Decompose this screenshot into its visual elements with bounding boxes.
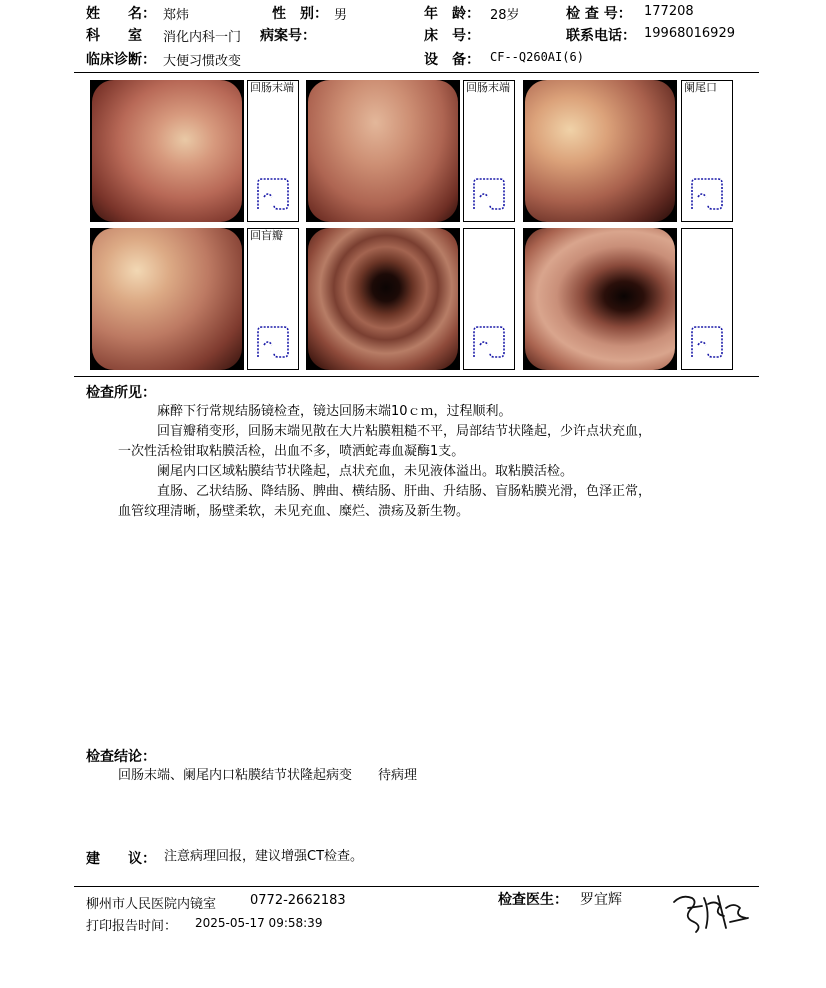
endoscopy-image-2 — [306, 80, 460, 222]
record-label: 病案号： — [260, 28, 316, 44]
findings-line: 一次性活检钳取粘膜活检，出血不多，喷洒蛇毒血凝酶1支。 — [118, 444, 465, 459]
contact-phone: 19968016929 — [644, 26, 735, 41]
findings-title: 检查所见： — [86, 385, 156, 401]
colon-map-panel-5 — [463, 228, 515, 370]
exam-number: 177208 — [644, 4, 694, 19]
endoscopy-image-4 — [90, 228, 244, 370]
endoscopy-image-5 — [306, 228, 460, 370]
image-location-tag: 回肠末端 — [250, 81, 294, 94]
colon-map-panel-6 — [681, 228, 733, 370]
clinical-diagnosis: 大便习惯改变 — [163, 54, 242, 69]
conclusion-text: 回肠末端、阑尾内口粘膜结节状隆起病变 待病理 — [118, 768, 418, 783]
colon-diagram-icon — [468, 175, 510, 215]
device-label: 设 备： — [424, 52, 480, 68]
diagnosis-label: 临床诊断： — [86, 52, 156, 68]
device-model: CF--Q260AI(6) — [490, 50, 584, 64]
colon-map-panel-1 — [247, 80, 299, 222]
doctor-label: 检查医生： — [498, 892, 568, 908]
colon-map-panel-2 — [463, 80, 515, 222]
patient-sex: 男 — [334, 8, 348, 23]
image-location-tag: 阑尾口 — [684, 81, 717, 94]
image-location-tag: 回肠末端 — [466, 81, 510, 94]
colon-diagram-icon — [686, 323, 728, 363]
colon-map-panel-3 — [681, 80, 733, 222]
colon-diagram-icon — [252, 323, 294, 363]
print-time-label: 打印报告时间： — [86, 919, 178, 934]
advice-text: 注意病理回报，建议增强CT检查。 — [164, 849, 364, 864]
phone-label: 联系电话： — [566, 28, 636, 44]
colon-diagram-icon — [468, 323, 510, 363]
colon-diagram-icon — [252, 175, 294, 215]
findings-line: 麻醉下行常规结肠镜检查，镜达回肠末端10ｃｍ，过程顺利。 — [118, 404, 512, 419]
colon-map-panel-4 — [247, 228, 299, 370]
exam-no-label: 检 查 号： — [566, 6, 632, 22]
patient-name: 郑炜 — [163, 8, 190, 23]
advice-label: 建 议： — [86, 851, 156, 867]
findings-line: 回盲瓣稍变形，回肠末端见散在大片粘膜粗糙不平，局部结节状隆起，少许点状充血， — [118, 424, 652, 439]
bed-label: 床 号： — [424, 28, 480, 44]
doctor-name: 罗宜辉 — [580, 892, 622, 908]
findings-line: 直肠、乙状结肠、降结肠、脾曲、横结肠、肝曲、升结肠、盲肠粘膜光滑，色泽正常， — [118, 484, 652, 499]
name-label: 姓 名： — [86, 6, 156, 22]
endoscopy-image-1 — [90, 80, 244, 222]
sex-label: 性 别： — [272, 6, 328, 22]
findings-line: 阑尾内口区域粘膜结节状隆起，点状充血，未见液体溢出。取粘膜活检。 — [118, 464, 574, 479]
patient-age: 28岁 — [490, 8, 520, 23]
hospital-name: 柳州市人民医院内镜室 — [86, 897, 217, 912]
conclusion-title: 检查结论： — [86, 749, 156, 765]
dept-label: 科 室 — [86, 28, 142, 44]
images-divider — [74, 376, 759, 377]
endoscopy-image-6 — [523, 228, 677, 370]
header-divider — [74, 72, 759, 73]
hospital-phone: 0772-2662183 — [250, 893, 346, 908]
colon-diagram-icon — [686, 175, 728, 215]
age-label: 年 龄： — [424, 6, 480, 22]
endoscopy-image-3 — [523, 80, 677, 222]
print-time: 2025-05-17 09:58:39 — [195, 916, 323, 930]
findings-line: 血管纹理清晰，肠壁柔软，未见充血、糜烂、溃疡及新生物。 — [118, 504, 470, 519]
footer-divider — [74, 886, 759, 887]
doctor-signature — [668, 888, 752, 936]
image-location-tag: 回盲瓣 — [250, 229, 283, 242]
department: 消化内科一门 — [163, 30, 242, 45]
